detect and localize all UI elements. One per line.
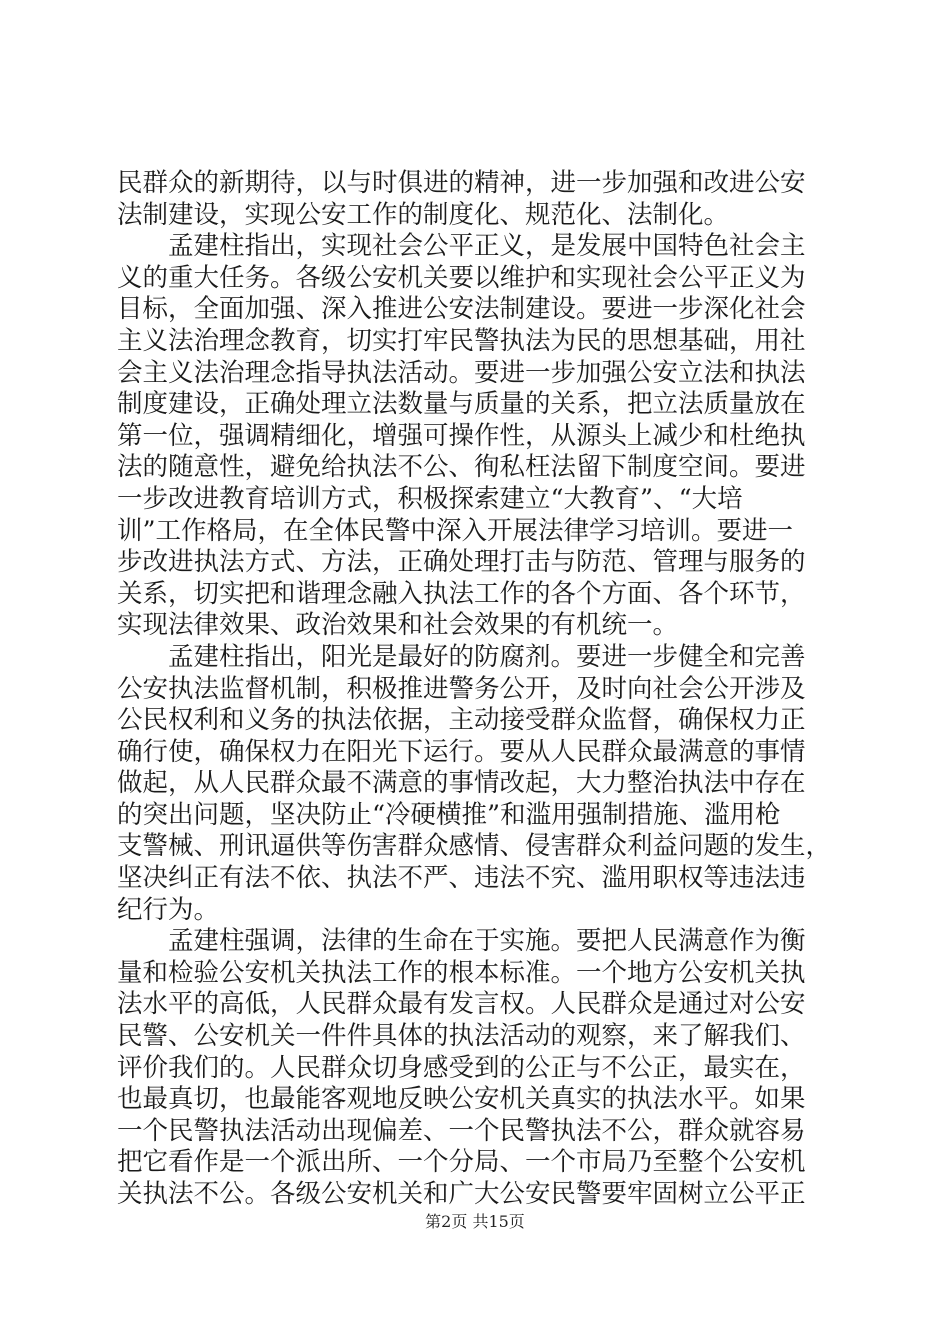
text-line: 法制建设，实现公安工作的制度化、规范化、法制化。 [117,199,730,230]
text-line: 民群众的新期待，以与时俱进的精神，进一步加强和改进公安 [117,168,806,198]
text-line: 一个民警执法活动出现偏差、一个民警执法不公，群众就容易 [117,1115,806,1146]
text-line: 孟建柱指出，实现社会公平正义，是发展中国特色社会主 [117,231,806,262]
text-line: 纪行为。 [117,894,220,925]
text-line: 法的随意性，避免给执法不公、徇私枉法留下制度空间。要进 [117,452,806,483]
text-line: 关执法不公。各级公安机关和广大公安民警要牢固树立公平正 [117,1179,806,1209]
text-line: 关系，切实把和谐理念融入执法工作的各个方面、各个环节， [117,578,806,609]
text-line: 步改进执法方式、方法，正确处理打击与防范、管理与服务的 [117,547,806,578]
text-line: 第一位，强调精细化，增强可操作性，从源头上减少和杜绝执 [117,420,806,451]
text-line: 义的重大任务。各级公安机关要以维护和实现社会公平正义为 [117,262,806,293]
body-text [117,168,833,1211]
text-line: 实现法律效果、政治效果和社会效果的有机统一。 [117,610,679,641]
text-line: 评价我们的。人民群众切身感受到的公正与不公正，最实在， [117,1052,806,1083]
text-line: 一步改进教育培训方式，积极探索建立“大教育”、“大培 [117,483,743,514]
text-line: 公安执法监督机制，积极推进警务公开，及时向社会公开涉及 [117,673,806,704]
text-line: 公民权利和义务的执法依据，主动接受群众监督，确保权力正 [117,705,806,736]
text-line: 主义法治理念教育，切实打牢民警执法为民的思想基础，用社 [117,325,806,356]
text-line: 量和检验公安机关执法工作的根本标准。一个地方公安机关执 [117,957,806,988]
text-line: 确行使，确保权力在阳光下运行。要从人民群众最满意的事情 [117,736,806,767]
text-line: 会主义法治理念指导执法活动。要进一步加强公安立法和执法 [117,357,806,388]
text-line: 训”工作格局，在全体民警中深入开展法律学习培训。要进一 [117,515,794,546]
text-line: 支警械、刑讯逼供等伤害群众感情、侵害群众利益问题的发生， [117,831,832,862]
text-line: 做起，从人民群众最不满意的事情改起，大力整治执法中存在 [117,768,806,799]
page-number-footer: 第2页 共15页 [425,1212,525,1231]
text-line: 的突出问题，坚决防止“冷硬横推”和滥用强制措施、滥用枪 [117,799,781,830]
text-line: 民警、公安机关一件件具体的执法活动的观察，来了解我们、 [117,1021,806,1052]
text-line: 制度建设，正确处理立法数量与质量的关系，把立法质量放在 [117,389,806,420]
text-line: 把它看作是一个派出所、一个分局、一个市局乃至整个公安机 [117,1147,806,1178]
text-line: 也最真切，也最能客观地反映公安机关真实的执法水平。如果 [117,1084,806,1115]
text-line: 目标，全面加强、深入推进公安法制建设。要进一步深化社会 [117,294,806,325]
text-line: 坚决纠正有法不依、执法不严、违法不究、滥用职权等违法违 [117,863,806,894]
text-line: 孟建柱强调，法律的生命在于实施。要把人民满意作为衡 [117,926,806,957]
text-line: 法水平的高低，人民群众最有发言权。人民群众是通过对公安 [117,989,806,1020]
text-line: 孟建柱指出，阳光是最好的防腐剂。要进一步健全和完善 [117,641,806,672]
